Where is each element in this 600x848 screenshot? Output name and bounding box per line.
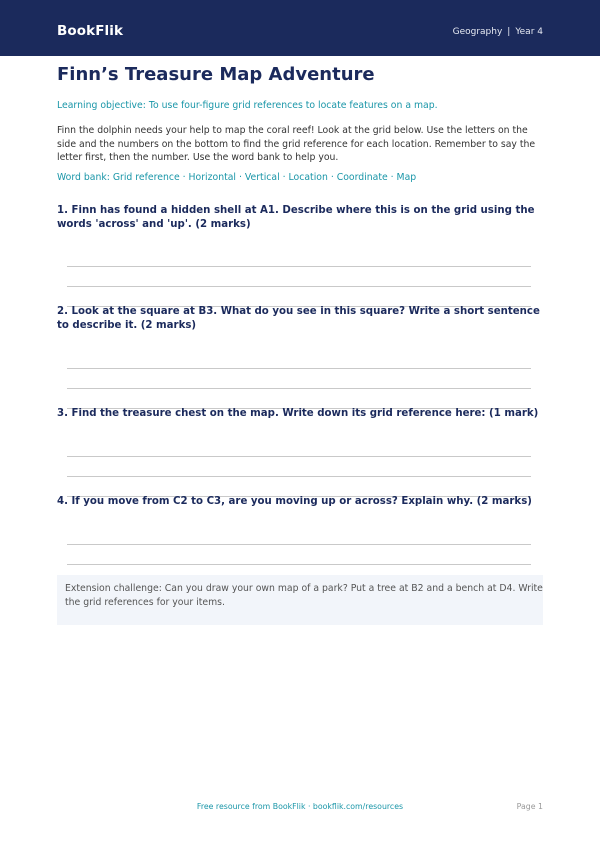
page-title: Finn’s Treasure Map Adventure [57, 64, 375, 85]
learning-objective: Learning objective: To use four-figure grid references to locate features on a map. [57, 100, 438, 111]
answer-line[interactable] [67, 476, 531, 477]
extension-text: Extension challenge: Can you draw your own map of a park? Put a tree at B2 and a bench at D4. Write the grid references for your items. [65, 583, 543, 608]
answer-line[interactable] [67, 286, 531, 287]
question-4: 4. If you move from C2 to C3, are you moving up or across? Explain why. (2 marks) [57, 496, 532, 507]
extension-challenge [57, 575, 543, 625]
word-bank: Word bank: Grid reference · Horizontal · Vertical · Location · Coordinate · Map [57, 172, 417, 183]
answer-line[interactable] [67, 456, 531, 457]
answer-line[interactable] [67, 544, 531, 545]
meta-separator: | [507, 27, 511, 37]
answer-line[interactable] [67, 564, 531, 565]
answer-line[interactable] [67, 388, 531, 389]
brand-logo-text[interactable]: BookFlik [57, 23, 124, 39]
page-number: Page 1 [516, 802, 543, 811]
answer-line[interactable] [67, 266, 531, 267]
header-meta [453, 27, 543, 37]
question-1: 1. Finn has found a hidden shell at A1. Describe where this is on the grid using the words 'across' and 'up'. (2 marks) [57, 205, 535, 230]
year-label: Year 4 [515, 27, 543, 37]
subject-label: Geography [452, 27, 503, 37]
answer-line[interactable] [67, 368, 531, 369]
page-header [0, 0, 600, 56]
intro-paragraph: Finn the dolphin needs your help to map the coral reef! Look at the grid below. Use the letters on the side and the numbers on the bottom to find the grid reference for each location. Remember to say the letter first, then the number. Use the word bank to help you. [57, 125, 536, 164]
footer-resource-link[interactable]: Free resource from BookFlik · bookflik.com/resources [196, 802, 404, 811]
question-2: 2. Look at the square at B3. What do you see in this square? Write a short sentence to describe it. (2 marks) [57, 306, 540, 331]
question-3: 3. Find the treasure chest on the map. Write down its grid reference here: (1 mark) [57, 408, 539, 419]
